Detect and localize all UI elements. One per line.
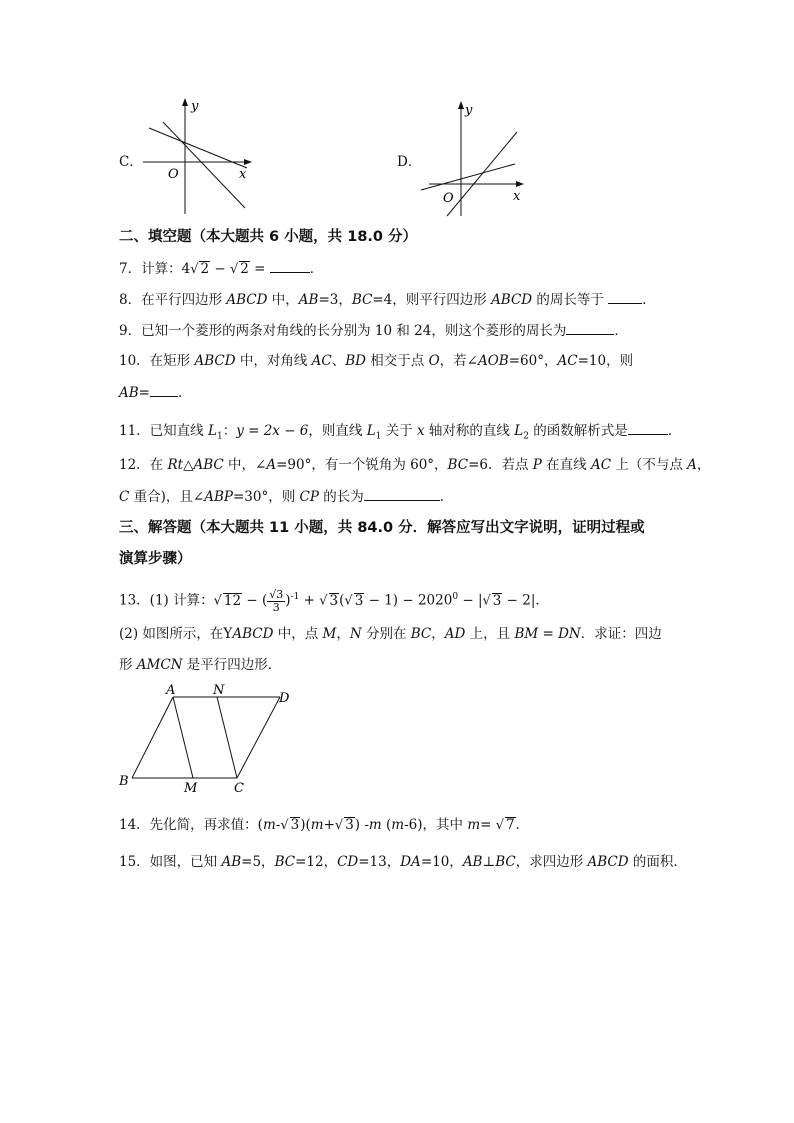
answer-blank[interactable] [270, 258, 310, 273]
section-solve-title-line-1: 三、解答题（本大题共 11 小题，共 84.0 分．解答应写出文字说明，证明过程或 [119, 520, 645, 536]
answer-blank[interactable] [628, 420, 668, 435]
graph-c-origin-label: O [168, 167, 179, 182]
question-15: 15．如图，已知 AB=5，BC=12，CD=13，DA=10，AB⊥BC，求四边形 ABCD 的面积． [119, 854, 687, 870]
question-11: 11．已知直线 $L_1$：y = 2x − 6，则直线 $L_1$ 关于 x 轴对称的直线 $L_2$ 的函数解析式是 ． [119, 420, 681, 447]
question-13-part-2-line-1: (2) 如图所示，在YABCD 中，点 M，N 分别在 BC，AD 上，且 BM = DN．求证：四边 [119, 626, 662, 642]
vertex-a: A [166, 683, 176, 698]
option-d-label: D． [397, 154, 422, 170]
question-13-part-2-line-2: 形 AMCN 是平行四边形． [119, 657, 282, 673]
graph-d [415, 98, 540, 220]
question-7: 7．计算：4√ 2 − √ 2 = ． [119, 258, 323, 280]
side-ab [132, 697, 173, 778]
section-fill-in-title: 二、填空题（本大题共 6 小题，共 18.0 分） [119, 229, 418, 245]
point-m: M [184, 781, 198, 796]
question-10-line-2: AB= ． [119, 382, 191, 403]
option-c-label: C． [119, 154, 143, 170]
fraction-sqrt3-over-3: $\frac{√3}{3}$ [269, 587, 284, 614]
question-13-part-1: 13．(1) 计算：√ 12 − ( $\frac{√3}{3}$ )$^{-1}$ + √ 3(√ $3 - 1) - 2020^0$ − |√ 3 − 2|． [119, 587, 549, 614]
question-8: 8．在平行四边形 ABCD 中，AB=3，BC=4，则平行四边形 ABCD 的周长等于 ． [119, 289, 656, 310]
parallelogram-figure [116, 682, 301, 798]
graph-d-y-arrow [458, 101, 464, 109]
answer-blank[interactable] [608, 289, 642, 304]
segment-nc [217, 697, 237, 778]
vertex-b: B [119, 774, 129, 789]
segment-am [173, 697, 193, 778]
question-14: 14．先化简，再求值：(m-√ 3)(m+√ 3) -m (m-6)，其中 m= √ 7． [119, 817, 530, 833]
question-12-line-2: C 重合)，且∠ABP=30°，则 CP 的长为 ． [119, 486, 453, 507]
answer-blank[interactable] [364, 486, 440, 501]
graph-c-y-label: y [191, 99, 199, 114]
graph-c-y-arrow [182, 98, 188, 106]
section-solve-title-line-2: 演算步骤） [119, 551, 192, 567]
graph-c-x-label: x [239, 167, 247, 182]
graph-c-line-2 [163, 122, 245, 208]
point-n: N [213, 683, 225, 698]
graph-c [135, 96, 260, 218]
vertex-c: C [234, 781, 244, 796]
vertex-d: D [279, 691, 290, 706]
question-10-line-1: 10．在矩形 ABCD 中，对角线 AC、BD 相交于点 O，若∠AOB=60°，AC=10，则 [119, 353, 634, 369]
side-cd [237, 697, 280, 778]
graph-d-origin-label: O [443, 191, 454, 206]
graph-d-line-2 [447, 132, 517, 216]
answer-blank[interactable] [150, 382, 178, 397]
graph-d-y-label: y [465, 103, 473, 118]
question-12-line-1: 12．在 Rt△ABC 中，∠A=90°，有一个锐角为 60°，BC=6．若点 P 在直线 AC 上（不与点 A， [119, 457, 711, 473]
graph-d-line-1 [421, 164, 515, 190]
answer-blank[interactable] [566, 320, 614, 335]
graph-d-x-arrow [516, 181, 524, 187]
graph-d-x-label: x [513, 189, 521, 204]
question-9: 9．已知一个菱形的两条对角线的长分别为 10 和 24，则这个菱形的周长为 ． [119, 320, 628, 341]
graph-c-x-arrow [244, 159, 252, 165]
